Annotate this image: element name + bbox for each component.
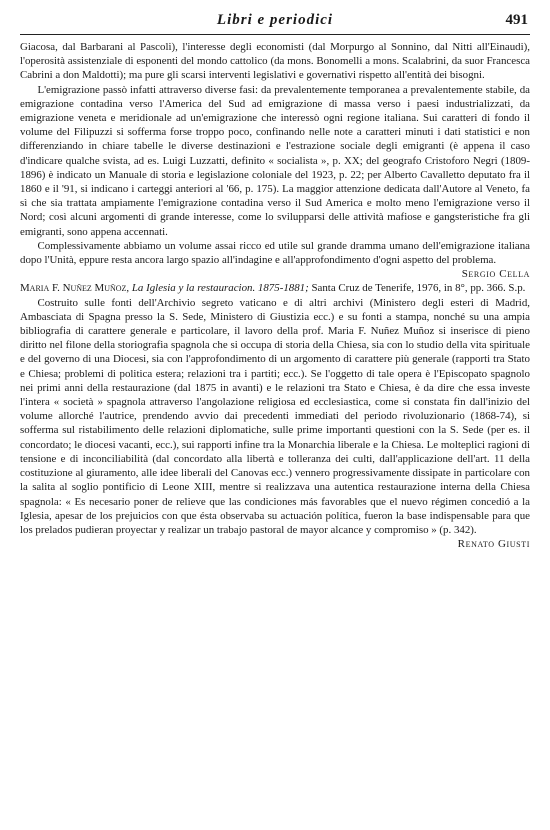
book-author: Maria F. Nuñez Muñoz, xyxy=(20,282,130,295)
page-body xyxy=(20,40,530,551)
review-paragraph: Complessivamente abbiamo un volume assai ricco ed utile sul grande dramma umano dell'emigrazione italiana dopo l'Unità, eppure resta ancora largo spazio all'indagine e all'approfondimento d'ogni aspetto del problema. xyxy=(20,239,530,267)
journal-page xyxy=(20,10,530,551)
review-giusti xyxy=(20,281,530,551)
reviewer-signature: Renato Giusti xyxy=(457,538,530,551)
review-paragraph: L'emigrazione passò infatti attraverso diverse fasi: da prevalentemente temporanea a prevalentemente stabile, da emigrazione contadina verso l'America del Sud ad emigrazione di massa verso i paesi industrializzati, da emigrazione veneta e meridionale ad un'emigrazione che interessò ogni regione italiana. Sui caratteri di fondo il volume del Filipuzzi si sofferma forse troppo poco, confinando nelle note a caratteri minuti i dati statistici e non differenziando in chiare tabelle le diverse destinazioni e l'estrazione sociale degli emigranti (è appena il caso d'indicare qualche svista, ad es. Luigi Luzzatti, definito « socialista », p. XX; del geografo Cristoforo Negri (1809-1896) è indicato un Manuale di storia e legislazione coloniale del 1923, p. 22; per Alberto Cavalletto deputato fra il 1860 e il '91, si indicano i carteggi anteriori al '66, p. 175). La maggior attenzione dedicata dall'Autore al Veneto, fa sì che sia trattata ampiamente l'emigrazione contadina verso il Sud America e molto meno l'emigrazione verso il Nord; così alcuni argomenti di grande interesse, come lo svilupparsi delle attività mafiose e gangsteristiche fra gli emigranti, sono appena accennati. xyxy=(20,83,530,238)
book-publication: Santa Cruz de Tenerife, 1976, in 8°, pp. 366. S.p. xyxy=(311,282,526,295)
book-title: La Iglesia y la restauracion. 1875-1881; xyxy=(131,282,309,295)
review-cella xyxy=(20,40,530,281)
page-number: 491 xyxy=(505,12,528,28)
review-paragraph: Giacosa, dal Barbarani al Pascoli), l'interesse degli economisti (dal Morpurgo al Sonnino, dal Nitti all'Einaudi), l'operosità assistenziale di esponenti del mondo cattolico (da mons. Bonomelli a mons. Scalabrini, da suor Francesca Cabrini a don Maldotti); ma pure gli scarsi interventi legislativi e governativi rispetto all'entità dei bisogni. xyxy=(20,41,530,82)
book-citation xyxy=(20,281,530,295)
reviewer-signature: Sergio Cella xyxy=(461,268,530,281)
review-paragraph: Costruito sulle fonti dell'Archivio segreto vaticano e di altri archivi (Ministero degli esteri di Madrid, Ambasciata di Spagna presso la S. Sede, Ministero di Giustizia ecc.) e su fonti a stampa, nonché su una ampia bibliografia di carattere generale e particolare, il lavoro della prof. Maria F. Nuñez Muñoz si inserisce di pieno diritto nel filone della storiografia spagnola che si occupa di storia della Chiesa, sia con lo studio della vita spirituale e del governo di una Diocesi, sia con l'approfondimento di un argomento di carattere più generale (rapporti tra Stato e Chiesa; problemi di politica estera; relazioni tra i partiti; ecc.). Se l'oggetto di tale opera è l'Episcopato spagnolo nei primi anni della restaurazione (dal 1875 in avanti) e le relazioni tra Stato e Chiesa, è da dire che essa investe l'intera « società » spagnola attraverso l'angolazione religiosa ed ecclesiastica, come si constata fin dall'inizio del volume allorché l'autrice, prendendo avvio dai precedenti immediati del periodo rivoluzionario (1868-74), si sofferma sul ristabilimento delle relazioni diplomatiche, sulle prime importanti questioni con la S. Sede (per es. il concordato; le diocesi vacanti, ecc.), sui rapporti infine tra la Monarchia liberale e la Chiesa. Le molteplici ragioni di tensione e di inconciliabilità (dal concordato alla libertà e tolleranza dei culti, dall'applicazione dell'art. 11 della costituzione al giuramento, alle idee liberali del Canovas ecc.) vennero progressivamente dissipate in particolare con la salita al soglio pontificio di Leone XIII, mentre si realizzava una autentica restaurazione interna della Chiesa spagnola: « Es necesario poner de relieve que las condiciones más favorables que el nuevo régimen concedió a la Iglesia, apesar de los prejuicios con que ésta observaba su actuación política, fueron la base indispensable para que los prelados pudieran proyectar y realizar un trabajo pastoral de mayor alcance y compromiso » (p. 342). xyxy=(20,296,530,536)
running-title: Libri e periodici xyxy=(216,12,334,28)
running-header xyxy=(20,10,530,35)
